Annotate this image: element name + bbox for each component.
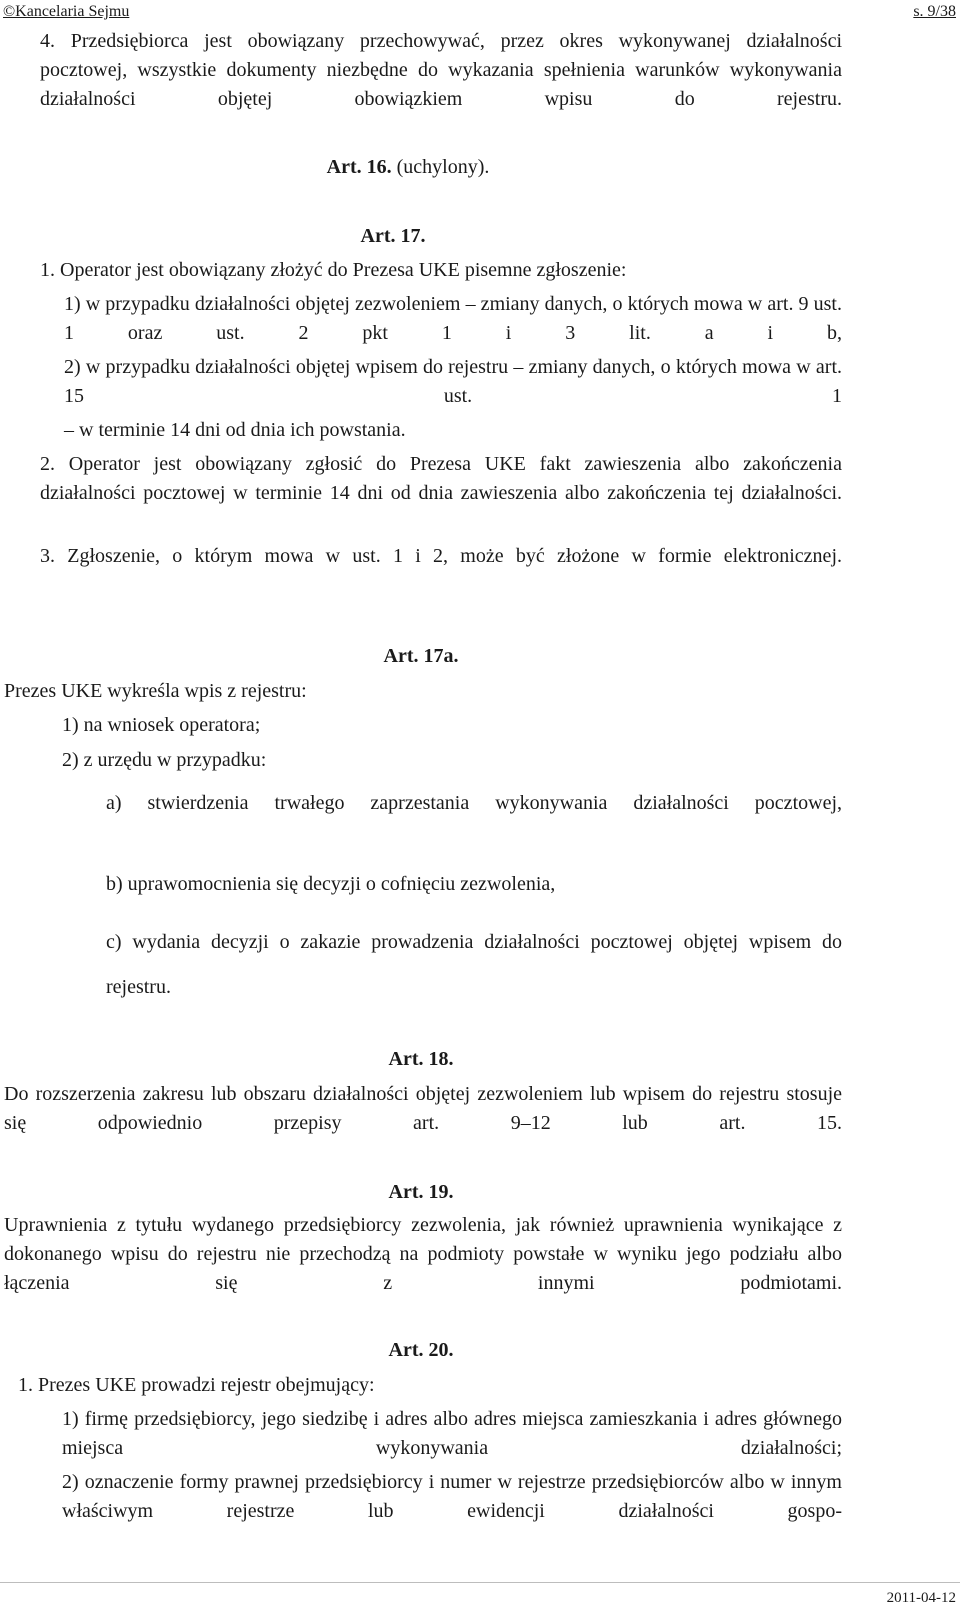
art16-label: Art. 16. [326, 156, 392, 178]
art17a-intro: Prezes UKE wykreśla wpis z rejestru: [4, 680, 307, 702]
art17a-item-1: 1) na wniosek operatora; [62, 714, 261, 736]
art17-paragraph-3: 3. Zgłoszenie, o którym mowa w ust. 1 i 2, może być złożone w formie elektronicznej. [40, 545, 842, 567]
art17-paragraph-1: 1. Operator jest obowiązany złożyć do Prezesa UKE pisemne zgłoszenie: [40, 259, 627, 281]
art16-text: (uchylony). [396, 156, 490, 178]
art17a-item-2: 2) z urzędu w przypadku: [62, 749, 267, 771]
art17a-letter-b: b) uprawomocnienia się decyzji o cofnięciu zezwolenia, [106, 873, 556, 895]
header-source: ©Kancelaria Sejmu [3, 3, 130, 20]
art17-paragraph-2: 2. Operator jest obowiązany zgłosić do Prezesa UKE fakt zawieszenia albo zakończenia działalności pocztowej w terminie 14 dni od dnia zawieszenia albo zakończenia tej działalności. [40, 453, 842, 504]
footer-divider [0, 1582, 960, 1583]
art17a-letter-c: c) wydania decyzji o zakazie prowadzenia działalności pocztowej objętej wpisem do rejestru. [106, 931, 842, 998]
art20-heading: Art. 20. [388, 1339, 454, 1361]
art17-item-2: 2) w przypadku działalności objętej wpisem do rejestru – zmiany danych, o których mowa w art. 15 ust. 1 [64, 356, 842, 407]
footer-date: 2011-04-12 [886, 1590, 956, 1606]
art20-item-2: 2) oznaczenie formy prawnej przedsiębiorcy i numer w rejestrze przedsiębiorców albo w innym właściwym rejestrze lub ewidencji działalności gospo- [62, 1471, 842, 1522]
art18-text: Do rozszerzenia zakresu lub obszaru działalności objętej zezwoleniem lub wpisem do rejestru stosuje się odpowiednio przepisy art. 9–12 lub art. 15. [4, 1083, 842, 1134]
header-page-number: s. 9/38 [913, 3, 956, 20]
art18-heading: Art. 18. [388, 1048, 454, 1070]
art17-item-1: 1) w przypadku działalności objętej zezwoleniem – zmiany danych, o których mowa w art. 9 ust. 1 oraz ust. 2 pkt 1 i 3 lit. a i b, [64, 293, 842, 344]
art19-heading: Art. 19. [388, 1181, 454, 1203]
art17-paragraph-1-tail: – w terminie 14 dni od dnia ich powstania. [64, 419, 406, 441]
art15-paragraph-4: 4. Przedsiębiorca jest obowiązany przechowywać, przez okres wykonywanej działalności pocztowej, wszystkie dokumenty niezbędne do wykazania spełnienia warunków wykonywania działalności objętej obowiązkiem wpisu do rejestru. [40, 30, 842, 110]
art20-paragraph-1: 1. Prezes UKE prowadzi rejestr obejmujący: [18, 1374, 375, 1396]
art17a-heading: Art. 17a. [383, 645, 459, 667]
art20-item-1: 1) firmę przedsiębiorcy, jego siedzibę i adres albo adres miejsca zamieszkania i adres głównego miejsca wykonywania działalności; [62, 1408, 842, 1459]
art16-heading [0, 153, 816, 182]
art19-text: Uprawnienia z tytułu wydanego przedsiębiorcy zezwolenia, jak również uprawnienia wynikające z dokonanego wpisu do rejestru nie przechodzą na podmioty powstałe w wyniku jego podziału albo łączenia się z innymi podmiotami. [4, 1214, 842, 1294]
art17-heading: Art. 17. [360, 225, 426, 247]
art17a-letter-a: a) stwierdzenia trwałego zaprzestania wykonywania działalności pocztowej, [106, 792, 842, 814]
